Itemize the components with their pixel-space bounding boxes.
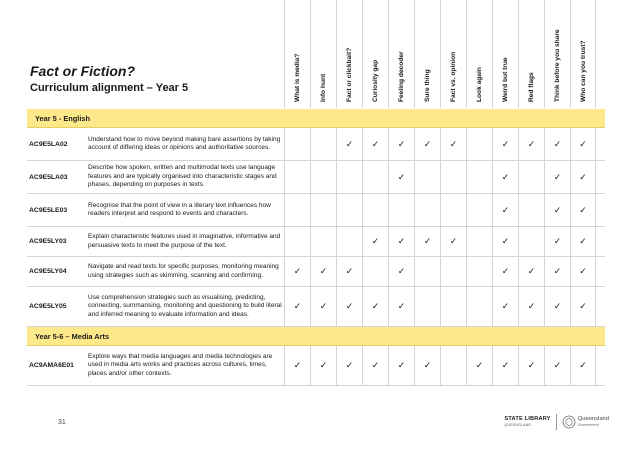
empty-cell [310, 194, 336, 226]
check-icon: ✓ [492, 128, 518, 160]
column-header-label: Curiosity gap [372, 59, 379, 102]
check-icon: ✓ [544, 257, 570, 286]
check-icon: ✓ [388, 128, 414, 160]
check-icon: ✓ [440, 227, 466, 256]
empty-cell [336, 227, 362, 256]
column-header [570, 0, 596, 108]
column-header [440, 0, 466, 108]
check-icon: ✓ [544, 161, 570, 193]
curriculum-description: Navigate and read texts for specific purposes, monitoring meaning using strategies such as skimming, scanning and confirming. [88, 263, 279, 279]
check-icon: ✓ [284, 287, 310, 326]
empty-cell [518, 161, 544, 193]
column-header-label: Fact or clickbait? [346, 47, 353, 102]
empty-cell [414, 257, 440, 286]
check-icon: ✓ [570, 287, 596, 326]
table-row [27, 227, 605, 257]
government-text: Government [577, 423, 599, 427]
logo-divider [556, 414, 557, 430]
column-header-label: Info hunt [320, 73, 327, 102]
check-icon: ✓ [492, 227, 518, 256]
page-subtitle: Curriculum alignment – Year 5 [30, 82, 189, 94]
queensland-government-logo [562, 415, 609, 429]
check-icon: ✓ [388, 287, 414, 326]
empty-cell [362, 257, 388, 286]
page-title: Fact or Fiction? [30, 63, 135, 79]
empty-cell [466, 287, 492, 326]
check-icon: ✓ [388, 257, 414, 286]
check-icon: ✓ [336, 346, 362, 385]
column-header [414, 0, 440, 108]
check-icon: ✓ [336, 287, 362, 326]
section-heading: Year 5-6 – Media Arts [27, 327, 605, 346]
check-icon: ✓ [544, 346, 570, 385]
check-icon: ✓ [388, 161, 414, 193]
empty-cell [310, 128, 336, 160]
curriculum-code: AC9AMA6E01 [29, 362, 74, 369]
check-icon: ✓ [388, 227, 414, 256]
column-header-label: Fact vs. opinion [450, 51, 457, 102]
empty-cell [440, 346, 466, 385]
page-number: 31 [58, 419, 66, 426]
empty-cell [440, 161, 466, 193]
check-icon: ✓ [388, 346, 414, 385]
empty-cell [518, 194, 544, 226]
column-header [518, 0, 544, 108]
table-row [27, 161, 605, 194]
column-header [388, 0, 414, 108]
column-header [310, 0, 336, 108]
check-icon: ✓ [544, 128, 570, 160]
curriculum-description: Use comprehension strategies such as visualising, predicting, connecting, summarising, monitoring and questioning to build literal and inferred meaning to evaluate information and ideas. [88, 293, 282, 318]
curriculum-code: AC9E5LY03 [29, 238, 67, 245]
column-header-label: Think before you share [554, 29, 561, 102]
check-icon: ✓ [362, 227, 388, 256]
state-library-text: STATE LIBRARY [504, 416, 551, 422]
check-icon: ✓ [570, 227, 596, 256]
empty-cell [440, 257, 466, 286]
check-icon: ✓ [414, 346, 440, 385]
queensland-text: Queensland [577, 416, 609, 422]
table-row [27, 257, 605, 287]
check-icon: ✓ [570, 257, 596, 286]
empty-cell [466, 227, 492, 256]
empty-cell [336, 161, 362, 193]
empty-cell [466, 194, 492, 226]
empty-cell [336, 194, 362, 226]
column-header [284, 0, 310, 108]
check-icon: ✓ [362, 287, 388, 326]
column-header [362, 0, 388, 108]
empty-cell [284, 161, 310, 193]
column-header-label: Look again [476, 67, 483, 102]
check-icon: ✓ [336, 128, 362, 160]
check-icon: ✓ [440, 128, 466, 160]
empty-cell [414, 161, 440, 193]
section-heading: Year 5 - English [27, 109, 605, 128]
check-icon: ✓ [518, 346, 544, 385]
curriculum-code: AC9E5LY04 [29, 268, 67, 275]
column-header-label: Red flags [528, 72, 535, 102]
empty-cell [414, 194, 440, 226]
curriculum-description: Describe how spoken, written and multimodal texts use language features and are typically organised into characteristic stages and phases, depending on purposes in texts. [88, 164, 277, 189]
check-icon: ✓ [492, 161, 518, 193]
table-row [27, 346, 605, 386]
check-icon: ✓ [310, 287, 336, 326]
empty-cell [362, 194, 388, 226]
column-header-label: Sure thing [424, 69, 431, 102]
empty-cell [518, 227, 544, 256]
column-header-label: Who can you trust? [580, 40, 587, 102]
check-icon: ✓ [310, 257, 336, 286]
check-icon: ✓ [570, 128, 596, 160]
check-icon: ✓ [544, 227, 570, 256]
curriculum-description: Recognise that the point of view in a literary text influences how readers interpret and respond to events and characters. [88, 201, 271, 217]
check-icon: ✓ [570, 194, 596, 226]
column-header [492, 0, 518, 108]
curriculum-code: AC9E5LE03 [29, 206, 68, 214]
check-icon: ✓ [414, 227, 440, 256]
curriculum-code: AC9E5LA03 [29, 173, 68, 181]
curriculum-description: Explain characteristic features used in imaginative, informative and persuasive texts to meet the purpose of the text. [88, 233, 281, 249]
check-icon: ✓ [336, 257, 362, 286]
curriculum-table [27, 109, 605, 386]
check-icon: ✓ [544, 194, 570, 226]
column-header-label: Feeling decoder [398, 51, 405, 102]
empty-cell [414, 287, 440, 326]
empty-cell [362, 161, 388, 193]
column-header-label: What is media? [294, 53, 301, 102]
state-library-subtext: QUEENSLAND [504, 423, 532, 427]
column-header-label: Weird but true [502, 57, 509, 102]
check-icon: ✓ [518, 128, 544, 160]
empty-cell [440, 287, 466, 326]
check-icon: ✓ [362, 128, 388, 160]
check-icon: ✓ [310, 346, 336, 385]
check-icon: ✓ [492, 346, 518, 385]
empty-cell [284, 227, 310, 256]
check-icon: ✓ [362, 346, 388, 385]
check-icon: ✓ [544, 287, 570, 326]
curriculum-description: Explore ways that media languages and media technologies are used in media arts works and practices across cultures, times, places and/or other contexts. [88, 352, 273, 377]
table-row [27, 287, 605, 327]
empty-cell [310, 161, 336, 193]
curriculum-code: AC9E5LA02 [29, 140, 68, 148]
empty-cell [284, 194, 310, 226]
empty-cell [466, 257, 492, 286]
column-header [544, 0, 570, 108]
column-headers [0, 0, 633, 108]
empty-cell [284, 128, 310, 160]
empty-cell [466, 161, 492, 193]
empty-cell [310, 227, 336, 256]
column-header [466, 0, 492, 108]
table-row [27, 128, 605, 161]
check-icon: ✓ [414, 128, 440, 160]
empty-cell [440, 194, 466, 226]
check-icon: ✓ [492, 194, 518, 226]
check-icon: ✓ [284, 346, 310, 385]
check-icon: ✓ [492, 287, 518, 326]
table-row [27, 194, 605, 227]
curriculum-description: Understand how to move beyond making bare assertions by taking account of differing ideas or opinions and authoritative sources. [88, 135, 281, 151]
footer-logos [504, 414, 609, 430]
column-header [336, 0, 362, 108]
empty-cell [388, 194, 414, 226]
check-icon: ✓ [570, 161, 596, 193]
check-icon: ✓ [518, 287, 544, 326]
check-icon: ✓ [466, 346, 492, 385]
check-icon: ✓ [570, 346, 596, 385]
curriculum-code: AC9E5LY05 [29, 303, 67, 310]
crest-icon [562, 415, 576, 429]
check-icon: ✓ [284, 257, 310, 286]
state-library-logo [504, 416, 550, 428]
check-icon: ✓ [518, 257, 544, 286]
empty-cell [466, 128, 492, 160]
check-icon: ✓ [492, 257, 518, 286]
